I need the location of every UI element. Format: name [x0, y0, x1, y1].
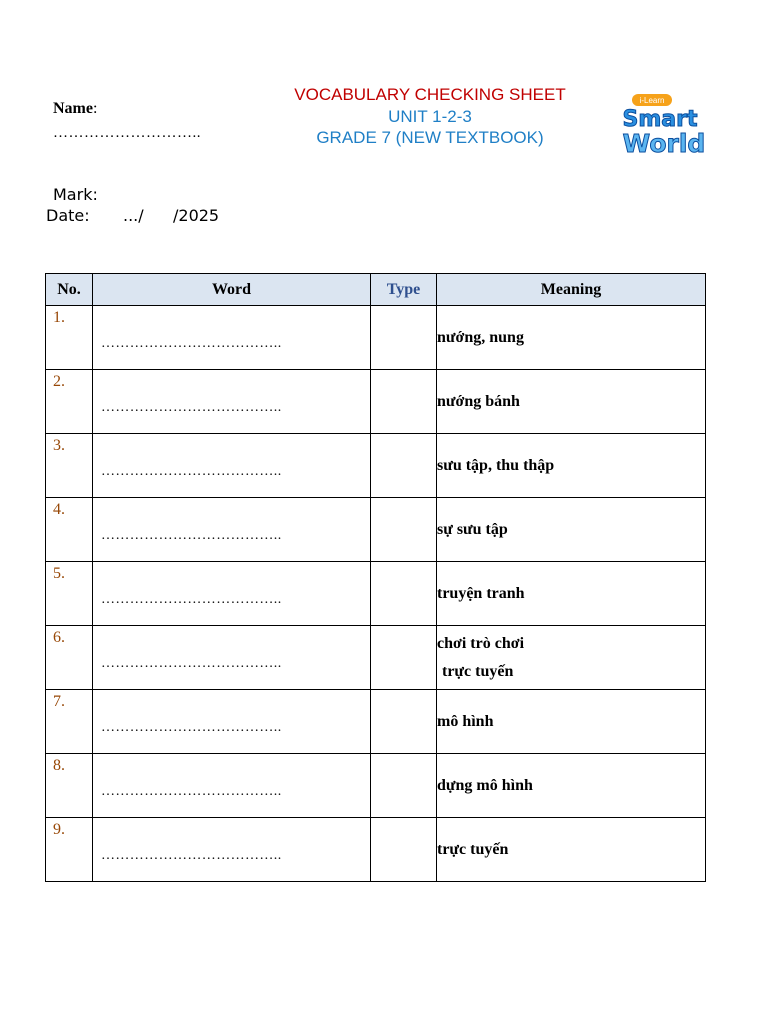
meaning-cell: [437, 754, 706, 818]
meaning-cell: [437, 690, 706, 754]
word-blank: ………………………………..: [101, 720, 282, 735]
table-row: [46, 626, 706, 690]
meaning-text: sự sưu tập: [437, 520, 508, 538]
svg-text:World: World: [622, 129, 706, 158]
row-number-cell: [46, 818, 93, 882]
word-blank: ………………………………..: [101, 592, 282, 607]
type-cell[interactable]: [371, 562, 437, 626]
meaning-text: chơi trò chơi: [437, 634, 525, 652]
meaning-cell: [437, 562, 706, 626]
meaning-cell: [437, 626, 706, 690]
row-number: 9.: [53, 821, 65, 838]
row-number-cell: [46, 498, 93, 562]
row-number-cell: [46, 562, 93, 626]
smart-world-logo: [610, 90, 718, 162]
sheet-title: VOCABULARY CHECKING SHEET: [294, 85, 566, 104]
row-number-cell: [46, 370, 93, 434]
vocabulary-table: [45, 273, 706, 882]
word-cell[interactable]: [93, 370, 371, 434]
table-row: [46, 498, 706, 562]
type-cell[interactable]: [371, 754, 437, 818]
word-blank: ………………………………..: [101, 464, 282, 479]
table-header-row: [46, 274, 706, 306]
row-number-cell: [46, 434, 93, 498]
word-cell[interactable]: [93, 498, 371, 562]
header-meaning: Meaning: [437, 274, 706, 306]
type-cell[interactable]: [371, 434, 437, 498]
type-cell[interactable]: [371, 370, 437, 434]
date-year: /2025: [173, 206, 220, 225]
table-row: [46, 562, 706, 626]
grade-label: GRADE 7 (NEW TEXTBOOK): [316, 128, 544, 147]
meaning-text: mô hình: [437, 712, 494, 730]
word-cell[interactable]: [93, 690, 371, 754]
meaning-cell: [437, 498, 706, 562]
row-number: 5.: [53, 565, 65, 582]
row-number: 6.: [53, 629, 65, 646]
table-row: [46, 754, 706, 818]
row-number: 3.: [53, 437, 65, 454]
meaning-text: dựng mô hình: [437, 776, 533, 794]
meaning-text: nướng, nung: [437, 328, 524, 346]
meaning-text: trực tuyến: [437, 840, 509, 858]
row-number: 4.: [53, 501, 65, 518]
type-cell[interactable]: [371, 306, 437, 370]
row-number-cell: [46, 626, 93, 690]
meaning-cell: [437, 818, 706, 882]
meaning-text: sưu tập, thu thập: [437, 456, 555, 474]
word-blank: ………………………………..: [101, 848, 282, 863]
meaning-text-line2: trực tuyến: [442, 662, 514, 680]
word-cell[interactable]: [93, 306, 371, 370]
unit-label: UNIT 1-2-3: [388, 106, 472, 126]
svg-text:Smart: Smart: [622, 107, 698, 132]
row-number-cell: [46, 754, 93, 818]
table-row: [46, 306, 706, 370]
meaning-cell: [437, 306, 706, 370]
row-number: 1.: [53, 309, 65, 326]
row-number-cell: [46, 306, 93, 370]
row-number: 2.: [53, 373, 65, 390]
meaning-cell: [437, 434, 706, 498]
table-row: [46, 370, 706, 434]
table-row: [46, 434, 706, 498]
name-blank: ………………………..: [53, 125, 201, 141]
date-line: [46, 206, 219, 225]
date-label: Date:: [46, 206, 90, 225]
word-blank: ………………………………..: [101, 784, 282, 799]
row-number: 7.: [53, 693, 65, 710]
header-no: No.: [46, 274, 93, 306]
header-type: Type: [371, 274, 437, 306]
header-word: Word: [93, 274, 371, 306]
word-blank: ………………………………..: [101, 656, 282, 671]
word-cell[interactable]: [93, 818, 371, 882]
table-row: [46, 818, 706, 882]
type-cell[interactable]: [371, 626, 437, 690]
word-blank: ………………………………..: [101, 528, 282, 543]
type-cell[interactable]: [371, 498, 437, 562]
word-cell[interactable]: [93, 434, 371, 498]
word-cell[interactable]: [93, 562, 371, 626]
meaning-text: nướng bánh: [437, 392, 520, 410]
meaning-text: truyện tranh: [437, 584, 525, 602]
table-row: [46, 690, 706, 754]
name-label: Name:: [53, 100, 98, 117]
word-cell[interactable]: [93, 754, 371, 818]
row-number: 8.: [53, 757, 65, 774]
type-cell[interactable]: [371, 818, 437, 882]
date-day-blank: .../: [123, 206, 144, 225]
word-blank: ………………………………..: [101, 336, 282, 351]
meaning-cell: [437, 370, 706, 434]
title-block: [260, 84, 600, 149]
word-cell[interactable]: [93, 626, 371, 690]
type-cell[interactable]: [371, 690, 437, 754]
mark-label: Mark:: [53, 185, 98, 204]
row-number-cell: [46, 690, 93, 754]
svg-text:i-Learn: i-Learn: [639, 96, 665, 105]
word-blank: ………………………………..: [101, 400, 282, 415]
